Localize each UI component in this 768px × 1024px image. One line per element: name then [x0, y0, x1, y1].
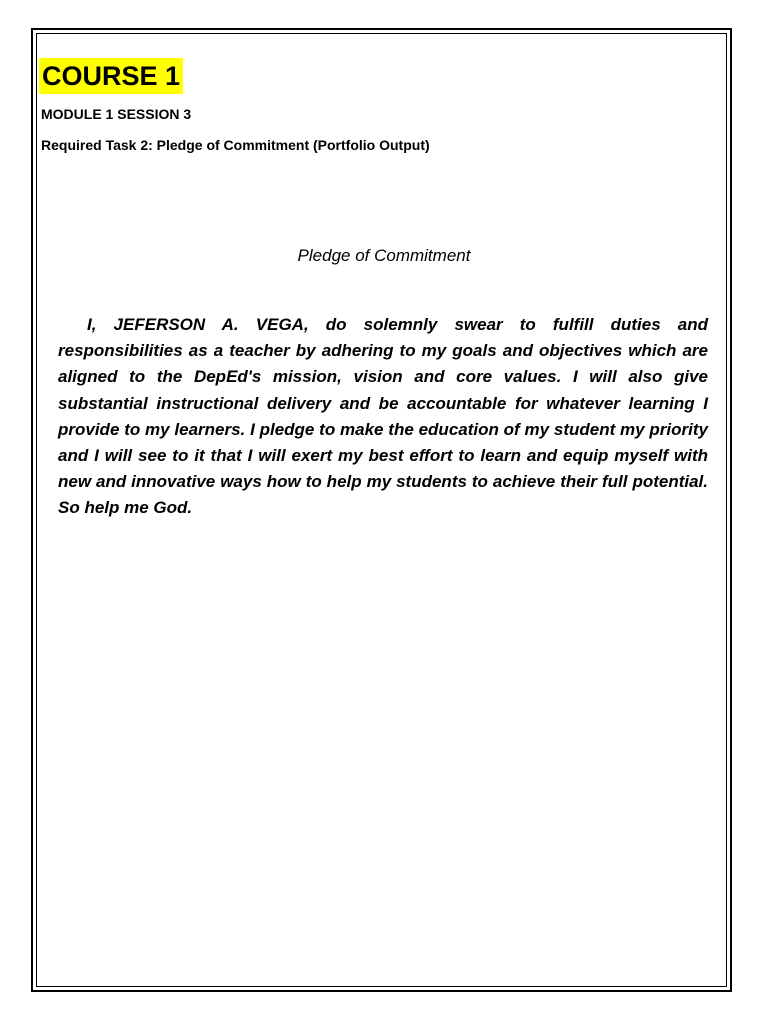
pledge-body: I, JEFERSON A. VEGA, do solemnly swear to fulfill duties and responsibilities as a teacher by adhering to my goals and objectives which are aligned to the DepEd's mission, vision and core values. I will also give substantial instructional delivery and be accountable for whatever learning I provide to my learners. I pledge to make the education of my student my priority and I will see to it that I will exert my best effort to learn and equip myself with new and innovative ways how to help my students to achieve their full potential. So help me God. — [58, 315, 708, 518]
module-session-label: MODULE 1 SESSION 3 — [41, 106, 192, 122]
required-task-label: Required Task 2: Pledge of Commitment (Portfolio Output) — [41, 137, 430, 153]
pledge-heading: Pledge of Commitment — [297, 246, 471, 265]
course-title: COURSE 1 — [39, 58, 183, 94]
